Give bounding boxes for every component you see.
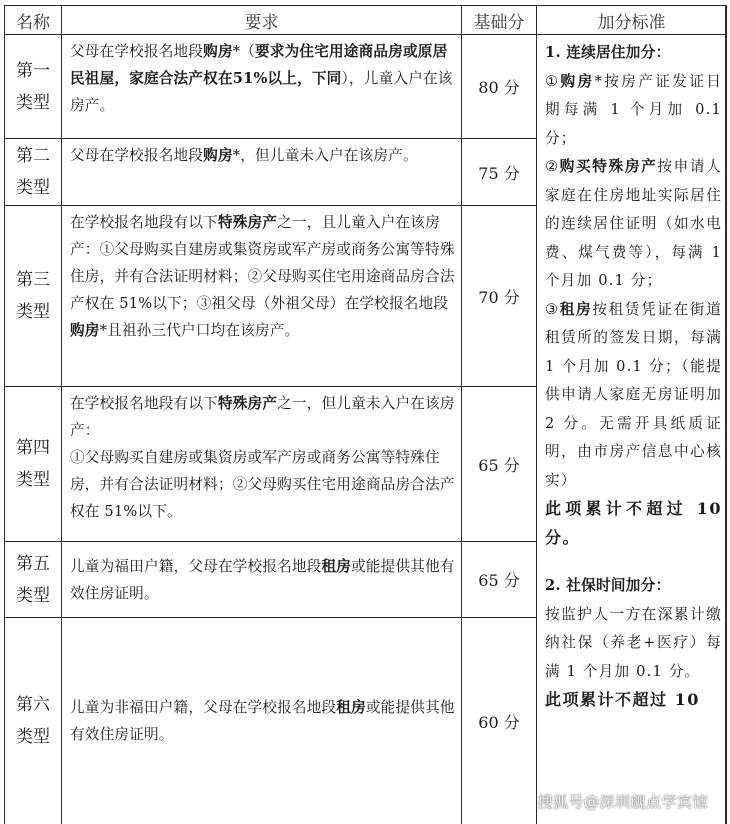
bonus-item-social-security: 按监护人一方在深累计缴纳社保（养老+医疗）每满 1 个月加 0.1 分。	[545, 605, 722, 680]
row-3-name: 第三 类型	[4, 205, 61, 386]
bonus-item-special: ②购买特殊房产按申请人家庭在住房地址实际居住的连续居住证明（如水电费、煤气费等），每满 1 个月加 0.1 分；	[545, 158, 722, 289]
row-2-name: 第二 类型	[4, 138, 61, 205]
bonus-item-rent: ③租房按租赁凭证在街道租赁所的签发日期，每满 1 个月加 0.1 分；（能提供申请人家庭无房证明加 2 分。无需开具纸质证明，由市房产信息中心核实）	[545, 300, 722, 489]
row-5-name: 第五 类型	[4, 541, 61, 617]
row-6-requirement: 儿童为非福田户籍，父母在学校报名地段租房或能提供其他有效住房证明。	[61, 617, 461, 824]
row-1-requirement: 父母在学校报名地段购房*（要求为住宅用途商品房或原居民祖屋，家庭合法产权在51%以上，下同），儿童入户在该房产。	[61, 34, 461, 138]
watermark-text: 搜狐号@深圳舰点学宾馆	[537, 793, 708, 811]
table-right-border	[725, 5, 727, 824]
row-3-requirement: 在学校报名地段有以下特殊房产之一，且儿童入户在该房产：①父母购买自建房或集资房或军产房或商务公寓等特殊住房，并有合法证明材料；②父母购买住宅用途商品房合法产权在 51%以下；③祖父母（外祖父母）在学校报名地段购房*且祖孙三代户口均在该房产。	[61, 205, 461, 386]
bonus-standard-cell	[536, 34, 726, 824]
row-5-score: 65 分	[461, 541, 536, 617]
bonus-title-social-security: 2. 社保时间加分：	[545, 577, 671, 594]
bonus-cap-residence: 此项累计不超过 10 分。	[545, 499, 722, 547]
row-1-score: 80 分	[461, 34, 536, 138]
bonus-title-residence: 1. 连续居住加分：	[545, 44, 671, 61]
row-4-requirement: 在学校报名地段有以下特殊房产之一，但儿童未入户在该房产： ①父母购买自建房或集资房或军产房或商务公寓等特殊住房，并有合法证明材料；②父母购买住宅用途商品房合法产权在 51%以下。	[61, 386, 461, 541]
row-5-requirement: 儿童为福田户籍，父母在学校报名地段租房或能提供其他有效住房证明。	[61, 541, 461, 617]
row-4-score: 65 分	[461, 386, 536, 541]
row-4-name: 第四 类型	[4, 386, 61, 541]
bonus-item-purchase: ①购房*按房产证发证日期每满 1 个月加 0.1 分；	[545, 72, 722, 147]
row-2-requirement: 父母在学校报名地段购房*，但儿童未入户在该房产。	[61, 138, 461, 205]
row-6-name: 第六 类型	[4, 617, 61, 824]
header-base-score: 基础分	[461, 5, 536, 34]
row-3-score: 70 分	[461, 205, 536, 386]
row-2-score: 75 分	[461, 138, 536, 205]
row-6-score: 60 分	[461, 617, 536, 824]
header-name: 名称	[4, 5, 61, 34]
row-1-name: 第一 类型	[4, 34, 61, 138]
header-requirement: 要求	[61, 5, 461, 34]
admission-table	[4, 5, 726, 824]
header-bonus: 加分标准	[536, 5, 726, 34]
bonus-cap-social-security: 此项累计不超过 10	[545, 690, 700, 709]
